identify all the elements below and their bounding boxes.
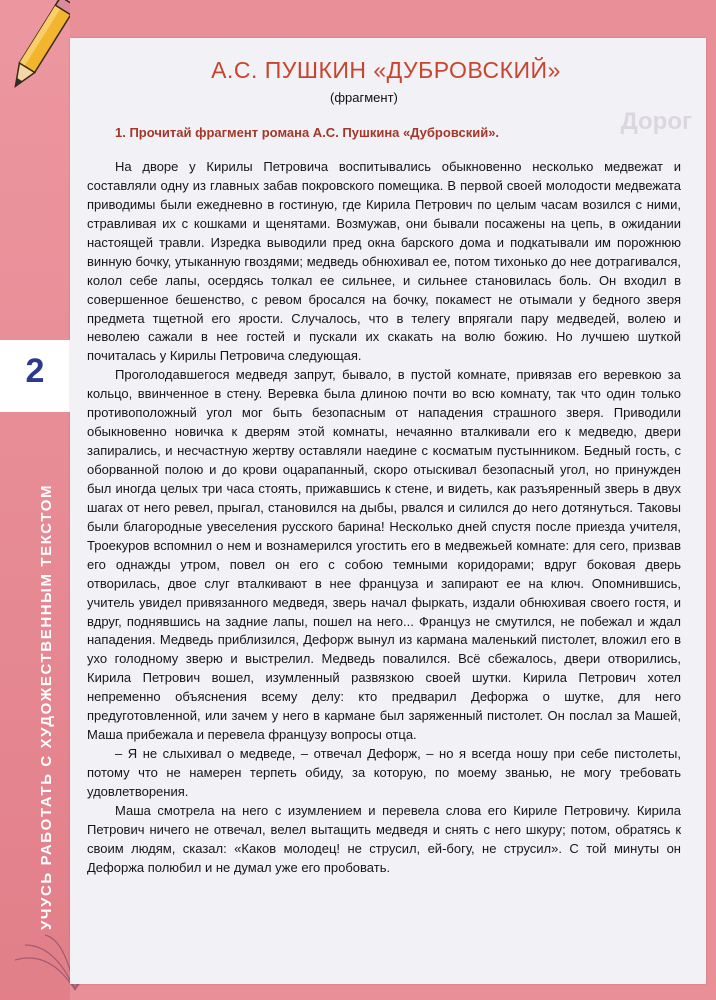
left-decorative-strip — [0, 0, 70, 1000]
faded-background-heading: Дорог — [620, 108, 692, 135]
paragraph: Маша смотрела на него с изумлением и перевела слова его Кириле Петровичу. Кирила Петрович ничего не отвечал, велел вытащить медведя и снять с него шкуру; потом, обратясь к своим людям, сказал: «Каков молодец! не струсил, ей-богу, не струсил». С той минуты он Дефоржа полюбил и не думал уже его пробовать. — [87, 802, 681, 875]
pencil-icon — [0, 0, 70, 110]
paragraph: На дворе у Кирилы Петровича воспитывались обыкновенно несколько медвежат и составляли одну из главных забав покровского помещика. В первой своей молодости медвежата приводимы были ежедневно в гостиную, где Кирила Петрович по целым часам возился с ними, стравливая их с кошками и щенятами. Возмужав, они бывали посажены на цепь, в ожидании настоящей травли. Изредка выводили пред окна барского дома и подкатывали им порожнюю винную бочку, утыканную гвоздями; медведь обнюхивал ее, потом тихонько до нее дотрагивался, колол себе лапы, осердясь толкал ее сильнее, и сильнее становилась боль. Он входил в совершенное бешенство, с ревом бросался на бочку, покамест не отымали у бедного зверя предмета тщетной его ярости. Случалось, что в телегу впрягали пару медведей, волею и неволею сажали в нее гостей и пускали их скакать на волю божию. Но лучшею шуткой почиталась у Кирилы Петровича следующая. — [87, 159, 681, 364]
paragraph: – Я не слыхивал о медведе, – отвечал Дефорж, – но я всегда ношу при себе пистолеты, потому что не намерен терпеть обиду, за которую, по моему званью, не могу требовать удовлетворения. — [87, 746, 681, 799]
page-number: 2 — [25, 352, 45, 390]
section-vertical-title: УЧУСЬ РАБОТАТЬ С ХУДОЖЕСТВЕННЫМ ТЕКСТОМ — [38, 483, 55, 930]
page-title: А.С. ПУШКИН «ДУБРОВСКИЙ» — [211, 57, 561, 83]
page-subtitle: (фрагмент) — [330, 90, 398, 105]
novel-fragment — [87, 158, 681, 878]
task-heading: 1. Прочитай фрагмент романа А.С. Пушкина «Дубровский». — [115, 125, 500, 140]
paragraph: Проголодавшегося медведя запрут, бывало, в пустой комнате, привязав его веревкою за кольцо, ввинченное в стену. Веревка была длиною почти во всю комнату, так что один только противоположный угол мог быть безопасным от нападения страшного зверя. Приводили обыкновенно новичка к дверям этой комнаты, нечаянно вталкивали его к медведю, двери запирались, и несчастную жертву оставляли наедине с косматым пустынником. Бедный гость, с оборванной полою и до крови оцарапанный, скоро отыскивал безопасный угол, но принужден был иногда целых три часа стоять, прижавшись к стене, и видеть, как разъяренный зверь в двух шагах от него ревел, прыгал, становился на дыбы, рвался и силился до него дотянуться. Таковы были благородные увеселения русского барина! Несколько дней спустя после приезда учителя, Троекуров вспомнил о нем и вознамерился угостить его в медвежьей комнате: для сего, призвав его однажды утром, повел он его с собою темными коридорами; вдруг боковая дверь отворилась, двое слуг вталкивают в нее француза и запирают ее на ключ. Опомнившись, учитель увидел привязанного медведя, зверь начал фыркать, издали обнюхивая своего гостя, и вдруг, поднявшись на задние лапы, пошел на него... Француз не смутился, не побежал и ждал нападения. Медведь приблизился, Дефорж вынул из кармана маленький пистолет, вложил его в ухо голодному зверю и выстрелил. Медведь повалился. Всё сбежалось, двери отворились, Кирила Петрович вошел, изумленный развязкою своей шутки. Кирила Петрович хотел непременно объяснения всему делу: кто предварил Дефоржа о шутке, для него предуготовленной, или зачем у него в кармане был заряженный пистолет. Он послал за Машей, Маша прибежала и перевела французу вопросы отца. — [87, 367, 681, 743]
